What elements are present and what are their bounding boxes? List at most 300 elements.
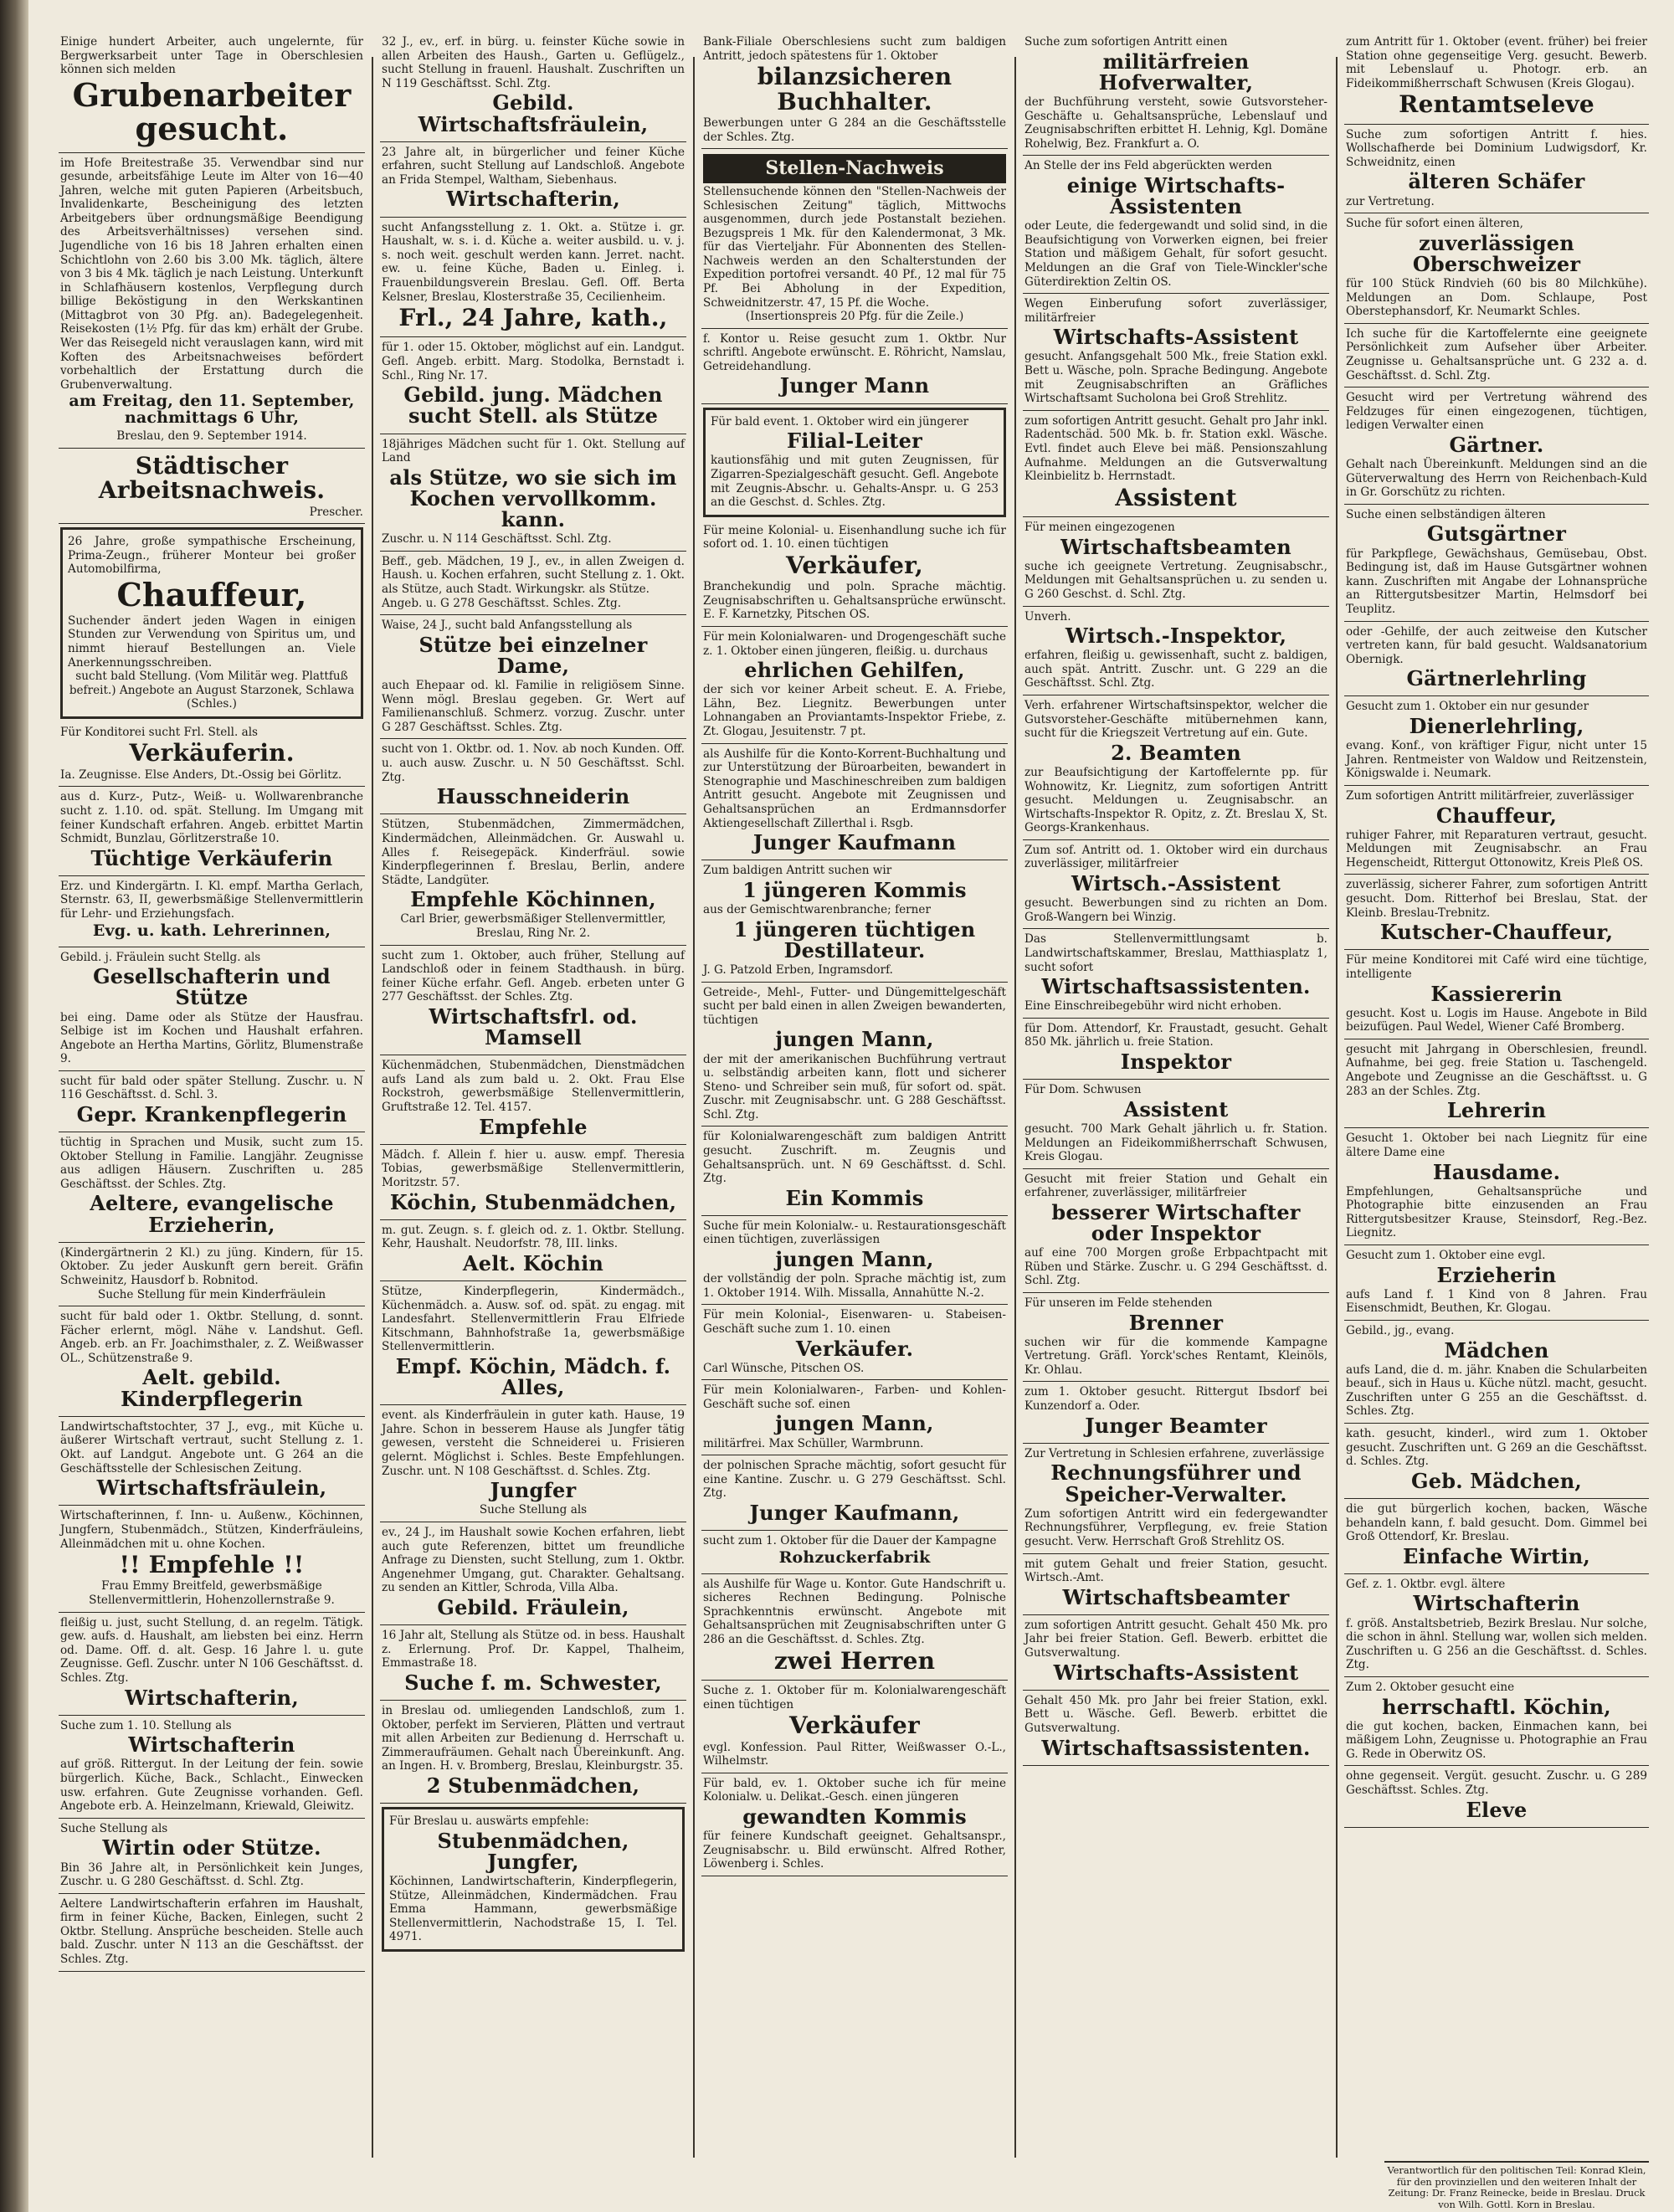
ad-body-text: Gesucht mit freier Station und Gehalt ein erfahrener, zuverlässiger, militärfreier [1024,1172,1327,1200]
ad-body-text: 32 J., ev., erf. in bürg. u. feinster Küche sowie in allen Arbeiten des Haush., Garten u. Geflügelz., sucht Stellung in frauenl. Haushalt. Zuschriften un N 119 Geschäftsst. Schl. Ztg. [382,35,685,90]
ad-body-text: im Hofe Breitestraße 35. Verwendbar sind nur gesunde, arbeitsfähige Leute im Alter von 16—40 Jahren, welche mit guten Papieren (Arbeitsbuch, Invalidenkarte, Bescheinigung des letzten Arbeitgebers über ordnungsmäßige Beendigung des Arbeitsverhältnisses) versehen sind. Jugendliche von 16 bis 18 Jahren erhalten einen Schichtlohn von 2.60 bis 3.00 Mk. täglich, ältere von 3 bis 4 Mk. täglich je nach Leistung. Unterkunft in Schlafhäusern kostenlos, Verpflegung durch billige Beköstigung in den Werkskantinen (Mittagbrot von 30 Pfg. an). Badegelegenheit. Reisekosten (1½ Pfg. für das km) erhält der Grube. Wer das Reisegeld nicht verauslagen kann, wird mit Koften des Arbeitsnachweises befördert vorbehaltlich der Erstattung durch die Grubenverwaltung. [60,156,363,392]
classified-ad [1023,1615,1329,1691]
ad-body-text: Für unseren im Felde stehenden [1024,1296,1213,1310]
ad-body-text: Küchenmädchen, Stubenmädchen, Dienstmädchen aufs Land als zum bald u. 2. Okt. Frau Else Rockstroh, gewerbsmäßige Stellenvermittlerin, Gruftstraße 12. Tel. 4157. [382,1059,685,1115]
ad-body-text: für 100 Stück Rindvieh (60 bis 80 Milchkühe). Meldungen an Dom. Schlaupe, Post Oberstephansdorf, Kr. Neumarkt Schles. [1346,277,1647,319]
ad-body-text: der sich vor keiner Arbeit scheut. E. A. Friebe, Lähn, Bez. Liegnitz. Bewerbungen unter Lohnangaben an Proviantamts-Inspektor Friebe, z. Zt. Glogau, Jesuitenstr. 7 pt. [703,683,1006,739]
classified-ad [380,1405,686,1522]
ad-body-text: Zum 2. Oktober gesucht eine [1346,1680,1515,1694]
ad-body-text: tüchtig in Sprachen und Musik, sucht zum 15. Oktober Stellung in Familie. Langjähr. Zeugnisse aus adligen Häusern. Zuschriften u. 285 Geschäftsst. der Schles. Ztg. [60,1136,363,1191]
classified-ad [1344,505,1649,622]
ad-body-text: fleißig u. just, sucht Stellung, d. an regelm. Tätigk. gew. aufs. d. Haushalt, am liebsten bei einz. Herrn od. Dame. Off. d. alt. Gesp. 16 Jahre l. u. gute Zeugnisse. Gefl. Zuschr. unter N 106 Geschäftsst. d. Schles. Ztg. [60,1615,363,1685]
ad-body-text: Ich suche für die Kartoffelernte eine geeignete Persönlichkeit zum Aufseher über Arbeiter. Zeugnisse u. Gehaltsansprüche unt. G 232 a. d. Geschäftsst. d. Schl. Ztg. [1346,326,1647,382]
classified-ad [1344,1424,1649,1499]
ad-headline: Kutscher-Chauffeur, [1379,920,1614,945]
classified-ad [382,1807,685,1952]
ad-headline: Wirtschafterin [1413,1591,1580,1616]
classified-ad [59,153,365,449]
ad-body-text: Für bald, ev. 1. Oktober suche ich für meine Kolonialw. u. Delikat.-Gesch. einen jüngeren [703,1776,1006,1804]
ad-headline: am Freitag, den 11. September, nachmittags 6 Uhr, [69,392,355,428]
ad-headline: Wirtschaftsassistenten. [1041,1735,1311,1760]
ad-body-text: zum Antritt für 1. Oktober (event. früher) bei freier Station ohne gegenseitige Verg. gesucht. Bewerb. mit Lebenslauf u. Photogr. erb. an Fideikommißherrschaft Schwusen (Kreis Glogau). [1346,35,1647,90]
ad-headline: Frl., 24 Jahre, kath., [398,304,668,332]
ad-headline: Rentamtseleve [1399,90,1594,119]
ad-headline: Filial-Leiter [787,429,922,454]
ad-body-text: Gehalt 450 Mk. pro Jahr bei freier Station, exkl. Bett u. Wäsche. Gefl. Bewerb. erbittet die Gutsverwaltung. [1024,1693,1327,1735]
ad-headline: Kassiererin [1430,981,1563,1006]
ad-headline: Wirtschafts-Assistent [1053,325,1299,350]
ad-body-text: Für Breslau u. auswärts empfehle: [389,1814,589,1829]
classified-ad [1344,622,1649,697]
classified-ad [380,552,686,615]
ad-headline: Gebild. Fräulein, [437,1594,629,1619]
ad-headline: Gesellschafterin und Stütze [93,964,331,1010]
ad-headline: jungen Mann, [775,1027,934,1052]
classified-ad [380,814,686,945]
classified-ad [1344,1039,1649,1129]
ad-headline: Mädchen [1444,1337,1549,1363]
ad-headline: einige Wirtschafts-Assistenten [1066,172,1286,219]
ad-body-text: Für Konditorei sucht Frl. Stell. als [60,725,259,739]
classified-ad [59,787,365,876]
ad-headline: Einfache Wirtin, [1403,1543,1590,1568]
ad-body-text: Gehalt nach Übereinkunft. Meldungen sind an die Güterverwaltung des Herrn von Reichenbach-Kuld in Gr. Gorschütz zu richten. [1346,458,1647,500]
ad-headline: Verkäufer, [786,551,923,579]
ad-headline: Empfehle [479,1114,588,1139]
classified-ad [701,1305,1008,1380]
ad-body-text: gesucht. Anfangsgehalt 500 Mk., freie Station exkl. Bett u. Wäsche, poln. Sprache Bedingung. Angebote mit Zeugnisabschriften an Gräfliches Wirtschaftsamt Sucholona bei Groß Strehlitz. [1024,350,1327,406]
ad-body-text: Eine Einschreibegebühr wird nicht erhoben. [1024,999,1282,1014]
ad-body-text: gesucht. Kost u. Logis im Hause. Angebote in Bild beizufügen. Paul Wedel, Wiener Café Bromberg. [1346,1006,1647,1034]
classified-ad [59,1132,365,1243]
ad-body-text: Einige hundert Arbeiter, auch ungelernte, für Bergwerksarbeit unter Tage in Oberschlesien können sich melden [60,35,363,77]
ad-headline: Suche f. m. Schwester, [404,1670,662,1695]
ad-body-text: Gef. z. 1. Oktbr. evgl. ältere [1346,1577,1506,1591]
classified-ad [380,337,686,434]
classified-ad [701,1531,1008,1574]
ad-body-text: zur Beaufsichtigung der Kartoffelernte pp. für Wohnowitz, Kr. Liegnitz, zum sofortigen Antritt gesucht. Meldungen u. Zeugnisabschr. an Wirtschafts-Inspektor R. Opitz, z. Zt. Breslau X, St. Georgs-Krankenhaus. [1024,765,1327,835]
ad-body-text: An Stelle der ins Feld abgerückten werden [1024,159,1272,173]
page-binding-edge [0,0,28,2212]
ad-body-text: Gesucht zum 1. Oktober eine evgl. [1346,1249,1546,1263]
classified-ad [59,32,365,153]
classified-ad [59,1613,365,1716]
ad-body-text: Aeltere Landwirtschafterin erfahren im Haushalt, firm in feiner Küche, Backen, Einlegen, sucht 2 Oktbr. Stellung. Ansprüche bescheiden. Stelle auch bald. Zuschr. unter N 113 an die Geschäftsst. der Schles. Ztg. [60,1896,363,1967]
ad-headline: Gebild. Wirtschaftsfräulein, [418,90,649,136]
ad-body-text: Suche Stellung als [60,1821,168,1835]
ad-body-text: event. als Kinderfräulein in guter kath. Hause, 19 Jahre. Schon in besserem Hause als Jungfer tätig gewesen, versteht die Schneiderei u. Frisieren gelernt. Möglichst i. Schles. Beste Empfehlungen. Zuschr. unt. N 108 Geschäftsst. d. Schles. Ztg. [382,1409,685,1478]
classified-ad [1023,1444,1329,1554]
ad-body-text: erfahren, fleißig u. gewissenhaft, sucht z. baldigen, auch spät. Antritt. Zuschr. unt. G 229 an die Geschäftsst. Schl. Ztg. [1024,649,1327,690]
ad-headline: Wirtsch.-Inspektor, [1065,624,1287,649]
classified-ad [1023,517,1329,607]
ad-body-text: zum sofortigen Antritt gesucht. Gehalt pro Jahr inkl. Radentschäd. 500 Mk. b. fr. Station exkl. Wäsche. Evtl. findet auch Eleve bei mäß. Pensionszahlung Aufnahme. Meldungen an die Gutsverwaltung Kleinbielitz b. Herrnstadt. [1024,413,1327,484]
ad-body-text: der Buchführung versteht, sowie Gutsvorsteher-Geschäfte u. Gehaltsansprüche, Lebenslauf und Zeugnisabschriften erbittet H. Lehnig, Kgl. Domäne Rohelwig, Bez. Frankfurt a. O. [1024,95,1327,151]
ad-body-text: Zum sof. Antritt od. 1. Oktober wird ein durchaus zuverlässiger, militärfreier [1024,843,1327,871]
ad-body-text: mit gutem Gehalt und freier Station, gesucht. Wirtsch.-Amt. [1024,1557,1327,1585]
ad-body-text: Gesucht wird per Vertretung während des Feldzuges für einen eingezogenen, tüchtigen, ledigen Verwalter einen [1346,391,1647,433]
ad-headline: militärfreien Hofverwalter, [1098,49,1254,95]
ad-body-text: Stütze, Kinderpflegerin, Kindermädch., Küchenmädch. a. Ausw. sof. od. spät. zu engag. mit Landesfahrt. Stellenvermittlerin Frau Elfriede Kitschmann, Bahnhofstraße 1a, gewerbsmäßige Stellenvermittlerin. [382,1285,685,1354]
ad-body-text: Ia. Zeugnisse. Else Anders, Dt.-Ossig bei Görlitz. [60,767,342,782]
classified-columns [59,32,1649,2158]
imprint-footer: Verantwortlich für den politischen Teil: Konrad Klein, für den provinziellen und den weiteren Inhalt der Zeitung: Dr. Franz Reinecke, beide in Breslau. Druck von Wilh. Gottl. Korn in Breslau. [1384,2161,1649,2211]
classified-ad [1344,1574,1649,1677]
ad-body-text: aufs Land f. 1 Kind von 8 Jahren. Frau Eisenschmidt, Beuthen, Kr. Glogau. [1346,1287,1647,1316]
ad-body-text: für feinere Kundschaft geeignet. Gehaltsanspr., Zeugnisabschr. u. Bild erwünscht. Alfred Rother, Löwenberg i. Schles. [703,1830,1006,1871]
ad-headline: Gärtner. [1449,432,1544,457]
ad-centered-text: sucht bald Stellung. (Vom Militär weg. Plattfuß befreit.) Angebote an August Starzonek, Schlawa (Schles.) [69,670,355,711]
ad-body-text: evang. Konf., von kräftiger Figur, nicht unter 15 Jahren. Rentmeister von Waldow und Reitzenstein, Königswalde i. Neumark. [1346,739,1647,781]
classified-ad [1344,32,1649,125]
ad-headline: Rohzuckerfabrik [778,1547,931,1567]
ad-headline: Wirtschafterin, [446,187,620,212]
classified-ad [1023,929,1329,1019]
ad-body-text: Waise, 24 J., sucht bald Anfangsstellung als [382,618,633,633]
classified-ad [1023,1169,1329,1293]
classified-ad [1344,1499,1649,1574]
column-rule [1014,57,1016,2158]
classified-ad [701,1681,1008,1773]
ad-headline: Gebild. jung. Mädchen sucht Stell. als Stütze [403,382,663,429]
ad-body-text: Bank-Filiale Oberschlesiens sucht zum baldigen Antritt, jedoch spätestens für 1. Oktober [703,35,1006,63]
classified-ad [701,1455,1008,1531]
ad-headline: Assistent [1123,1096,1229,1121]
ad-body-text: der polnischen Sprache mächtig, sofort gesucht für eine Kantine. Zuschr. u. G 279 Geschäftsst. Schl. Ztg. [703,1459,1006,1501]
ad-body-text: aus d. Kurz-, Putz-, Weiß- u. Wollwarenbranche sucht z. 1.10. od. spät. Stellung. Im Umgang mit feiner Kundschaft erfahren. Angeb. erbittet Martin Schmidt, Bunzlau, Görlitzerstraße 10. [60,790,363,846]
classified-ad [1344,1677,1649,1767]
ad-headline: besserer Wirtschafter oder Inspektor [1051,1199,1301,1246]
classified-ad [59,1819,365,1894]
ad-headline: Köchin, Stubenmädchen, [389,1189,677,1214]
classified-ad [59,1417,365,1506]
ad-headline: Aelt. gebild. Kinderpflegerin [121,1365,303,1411]
classified-ad [1344,213,1649,324]
classified-ad [701,627,1008,744]
column-rule [372,57,373,2158]
ad-body-text: Suche für sofort einen älteren, [1346,217,1523,231]
ad-body-text: für Dom. Attendorf, Kr. Fraustadt, gesucht. Gehalt 850 Mk. jährlich u. freie Station. [1024,1021,1327,1050]
ad-body-text: sucht für bald oder später Stellung. Zuschr. u. N 116 Geschäftsst. d. Schl. 3. [60,1074,363,1102]
ad-body-text: auf größ. Rittergut. In der Leitung der fein. sowie bürgerlich. Küche, Back., Schlacht., Einwecken usw. erfahren. Gute Zeugnisse vorhanden. Gefl. Angebote erb. A. Heinzelmann, Kriewald, Gleiwitz. [60,1758,363,1814]
ad-body-text: in Breslau od. umliegenden Landschloß, zum 1. Oktober, perfekt im Servieren, Plätten und vertraut mit allen Arbeiten zur Bedienung d. Herrschaft u. Zimmeraufräumen. Gehalt nach Übereinkunft. Ang. an Ingen. H. v. Bromberg, Breslau, Kleinburgstr. 35. [382,1703,685,1773]
ad-headline: Städtischer Arbeitsnachweis. [98,451,326,505]
ad-body-text: suchen wir für die kommende Kampagne Vertretung. Gräfl. Yorck'sches Rentamt, Kleinöls, Kr. Ohlau. [1024,1335,1327,1377]
classified-ad [1023,695,1329,840]
ad-body-text: oder -Gehilfe, der auch zeitweise den Kutscher vertreten kann, für bald gesucht. Waldsanatorium Obernigk. [1346,624,1647,666]
column-4 [1023,32,1329,2158]
column-rule [1336,57,1338,2158]
ad-headline: Aeltere, evangelische Erzieherin, [90,1191,334,1237]
ad-body-text: Angeb. u. G 278 Geschäftsst. Schles. Ztg. [382,596,622,610]
ad-headline: Lehrerin [1446,1098,1547,1123]
ad-headline: !! Empfehle !! [119,1551,305,1579]
ad-body-text: Gesucht zum 1. Oktober ein nur gesunder [1346,700,1589,714]
ad-body-text: 23 Jahre alt, in bürgerlicher und feiner Küche erfahren, sucht Stellung auf Landschloß. Angebote an Frida Stempel, Waltham, Siebenhaus. [382,145,685,187]
ad-headline: Wirtschaftsbeamter [1062,1584,1290,1609]
ad-headline: Jungfer [490,1478,577,1503]
ad-body-text: auch Ehepaar od. kl. Familie in religiösem Sinne. Wenn mögl. Breslau gegeben. Gr. Wert auf Familienanschluß. Schmerz. vorzug. Zuschr. unter G 287 Geschäftsst. Schles. Ztg. [382,679,685,734]
ad-body-text: Suche zum sofortigen Antritt f. hies. Wollschafherde bei Dominium Ludwigsdorf, Kr. Schweidnitz, einen [1346,127,1647,169]
classified-ad [701,149,1008,329]
ad-body-text: Gesucht 1. Oktober bei nach Liegnitz für eine ältere Dame eine [1346,1132,1647,1159]
ad-body-text: militärfrei. Max Schüller, Warmbrunn. [703,1436,924,1450]
ad-headline: Chauffeur, [116,575,307,613]
ad-headline: Gutsgärtner [1426,521,1567,547]
ad-body-text: Für mein Kolonialwaren-, Farben- und Kohlen-Geschäft suche sof. einen [703,1383,1006,1411]
classified-ad [59,1306,365,1417]
ad-centered-text: Breslau, den 9. September 1914. [116,429,307,444]
classified-ad [701,1380,1008,1455]
column-5 [1344,32,1649,2158]
ad-body-text: sucht für bald oder 1. Oktbr. Stellung, d. sonnt. Fächer erlernt, mögl. Nähe v. Landshut. Gefl. Angeb. erb. an Fr. Joachimsthaler, z. Z. Weißwasser OL., Schützenstraße 9. [60,1310,363,1365]
ad-headline: Gepr. Krankenpflegerin [76,1101,347,1127]
classified-ad [703,408,1006,517]
ad-headline: jungen Mann, [775,1247,934,1272]
classified-ad [1023,1293,1329,1383]
ad-body-text: Suche für mein Kolonialw.- u. Restaurationsgeschäft einen tüchtigen, zuverlässigen [703,1219,1006,1247]
column-1 [59,32,365,2158]
ad-body-text: als Aushilfe für Wage u. Kontor. Gute Handschrift u. sicheres Rechnen Bedingung. Polnische Sprachkenntnis erwünscht. Angebote mit Gehaltsansprüchen mit Zeugnisabschriften unter G 286 an die Geschäftsst. d. Schles. Ztg. [703,1577,1006,1646]
ad-body-text: evgl. Konfession. Paul Ritter, Weißwasser O.-L., Wilhelmstr. [703,1740,1006,1768]
ad-headline: Junger Beamter [1085,1413,1267,1438]
ad-body-text: (Kindergärtnerin 2 Kl.) zu jüng. Kindern, für 15. Oktober. Zu jeder Auskunft gern bereit. Gräfin Schweinitz, Hausdorf b. Robnitod. [60,1245,363,1287]
ad-headline: 1 jüngeren tüchtigen Destillateur. [733,916,976,962]
ad-headline: Geb. Mädchen, [1411,1468,1582,1493]
ad-body-text: Zuschr. u. N 114 Geschäftsst. Schl. Ztg. [382,532,612,547]
ad-headline: Wirtschaftsfrl. od. Mamsell [429,1003,638,1050]
ad-body-text: Carl Wünsche, Pitschen OS. [703,1361,865,1375]
ad-body-text: f. Kontor u. Reise gesucht zum 1. Oktbr. Nur schriftl. Angebote erwünscht. E. Röhricht, Namslau, Getreidehandlung. [703,331,1006,373]
ad-headline: Junger Mann [779,373,930,398]
ad-body-text: Für meine Kolonial- u. Eisenhandlung suche ich für sofort od. 1. 10. einen tüchtigen [703,523,1006,552]
classified-ad [701,1216,1008,1306]
classified-ad [380,739,686,814]
ad-body-text: f. größ. Anstaltsbetrieb, Bezirk Breslau. Nur solche, die schon in ähnl. Stellung war, wollen sich melden. Zuschriften u. G 256 an die Geschäftsst. d. Schles. Ztg. [1346,1616,1647,1672]
classified-ad [380,1281,686,1405]
ad-headline: Aelt. Köchin [462,1250,604,1275]
ad-body-text: zuverlässig, sicherer Fahrer, zum sofortigen Antritt gesucht. Dom. Ritterhof bei Breslau, Stat. der Kleinb. Breslau-Trebnitz. [1346,878,1647,920]
classified-ad [1023,1554,1329,1615]
classified-ad [59,1506,365,1612]
ad-headline: Brenner [1128,1310,1224,1335]
classified-ad [59,1071,365,1132]
ad-body-text: Für bald event. 1. Oktober wird ein jüngerer [711,414,969,429]
ad-body-text: Suche zum 1. 10. Stellung als [60,1718,232,1732]
ad-headline: Wirtschaftsfräulein, [96,1476,327,1501]
classified-ad [380,1145,686,1220]
classified-ad [1023,32,1329,156]
ad-centered-text: Frau Emmy Breitfeld, gewerbsmäßige Stellenvermittlerin, Hohenzollernstraße 9. [89,1579,335,1608]
ad-body-text: 16 Jahr alt, Stellung als Stütze od. in bess. Haushalt z. Erlernung. Prof. Dr. Kappel, Thalheim, Emmastraße 18. [382,1629,685,1671]
classified-ad [380,946,686,1056]
ad-body-text: zum sofortigen Antritt gesucht. Gehalt 450 Mk. pro Jahr bei freier Station. Gefl. Bewerb. erbittet die Gutsverwaltung. [1024,1618,1327,1660]
ad-body-text: die gut bürgerlich kochen, backen, Wäsche behandeln kann, f. bald gesucht. Dom. Gimmel bei Groß Ottendorf, Kr. Breslau. [1346,1501,1647,1544]
ad-signature: Prescher. [309,505,363,519]
ad-body-text: Suchender ändert jeden Wagen in einigen Stunden zur Verwendung von Spiritus um, und nimmt hierauf Bestellungen an. Viele Anerkennungsschreiben. [68,613,356,670]
ad-headline: Wirtschaftsbeamten [1060,534,1291,559]
ad-headline: Empf. Köchin, Mädch. f. Alles, [395,1353,671,1400]
ad-centered-text: (Insertionspreis 20 Pfg. für die Zeile.) [745,310,964,324]
classified-ad [380,615,686,739]
ad-body-text: ohne gegenseit. Vergüt. gesucht. Zuschr. u. G 289 Geschäftsst. Schles. Ztg. [1346,1769,1647,1798]
ad-body-text: Für Dom. Schwusen [1024,1083,1142,1097]
ad-body-text: zur Vertretung. [1346,194,1435,208]
ad-body-text: Suche einen selbständigen älteren [1346,507,1546,521]
classified-ad [380,434,686,552]
ad-body-text: kath. gesucht, kinderl., wird zum 1. Oktober gesucht. Zuschriften unt. G 269 an die Geschäftsst. d. Schles. Ztg. [1346,1427,1647,1469]
classified-ad [701,1574,1008,1681]
ad-headline: Wirtschafts-Assistent [1053,1660,1299,1685]
classified-ad [380,1220,686,1281]
ad-body-text: bei eing. Dame oder als Stütze der Hausfrau. Selbige ist im Kochen und Haushalt erfahren. Angebote an Hertha Martins, Görlitz, Blumenstraße 9. [60,1010,363,1066]
classified-ad [1023,1691,1329,1766]
ad-body-text: für Parkpflege, Gewächshaus, Gemüsebau, Obst. Bedingung ist, daß im Hause Gutsgärtner wohnen kann. Zuschriften mit Angabe der Lohnansprüche an Rittergutsbesitzer Martin, Helmsdorf bei Teuplitz. [1346,547,1647,616]
ad-body-text: der mit der amerikanischen Buchführung vertraut u. selbständig arbeiten kann, flott und sicherer Steno- und Schreiber sein muß, für sofort od. spät. Zuschr. mit Zeugnisabschr. unt. G 288 Geschäftsst. Schl. Ztg. [703,1052,1006,1121]
ad-body-text: sucht von 1. Oktbr. od. 1. Nov. ab noch Kunden. Off. u. auch ausw. Zuschr. u. N 50 Geschäftsst. Schl. Ztg. [382,742,685,784]
classified-ad [59,876,365,947]
section-header-inverted: Stellen-Nachweis [703,154,1006,183]
ad-body-text: ruhiger Fahrer, mit Reparaturen vertraut, gesucht. Meldungen mit Zeugnisabschr. an Frau Hegenscheidt, Rittergut Ottonowitz, Kreis Pleß OS. [1346,828,1647,870]
ad-headline: Hausschneiderin [436,784,630,809]
ad-headline: Evg. u. kath. Lehrerinnen, [92,921,331,940]
ad-headline: Wirtin oder Stütze. [102,1835,321,1860]
ad-body-text: für 1. oder 15. Oktober, möglichst auf ein. Landgut. Gefl. Angeb. erbitt. Marg. Stodolka, Bernstadt i. Schl., Ring Nr. 17. [382,341,685,382]
classified-ad [1344,125,1649,214]
ad-body-text: die gut kochen, backen, Einmachen kann, bei mäßigem Lohn, Zeugnisse u. Photographie an Frau G. Rede in Oberwitz OS. [1346,1719,1647,1761]
classified-ad [1023,840,1329,930]
ad-headline: Wirtschaftsassistenten. [1041,974,1311,999]
classified-ad [701,329,1008,404]
ad-headline: Tüchtige Verkäuferin [90,845,333,870]
ad-body-text: sucht zum 1. Oktober, auch früher, Stellung auf Landschloß oder in feinem Stadthaush. in bürg. feiner Küche erfahr. Gefl. Angeb. erbeten unter G 277 Geschäftsst. der Schles. Ztg. [382,948,685,1004]
classified-ad [1344,1128,1649,1245]
ad-body-text: ev., 24 J., im Haushalt sowie Kochen erfahren, liebt auch gute Referenzen, bittet um freundliche Anfrage zu Diensten, sucht Stellung, zum 1. Oktbr. Angenehmer Umgang, gut. Charakter. Gehaltsang. zu senden an Kittler, Schroda, Villa Alba. [382,1525,685,1595]
ad-body-text: sucht zum 1. Oktober für die Dauer der Kampagne [703,1534,997,1548]
ad-body-text: Zur Vertretung in Schlesien erfahrene, zuverlässige [1024,1446,1325,1460]
ad-body-text: 26 Jahre, große sympathische Erscheinung, Prima-Zeugn., früherer Monteur bei großer Automobilfirma, [68,535,356,577]
classified-ad [380,1625,686,1701]
ad-body-text: Für meinen eingezogenen [1024,521,1175,535]
ad-headline: Stütze bei einzelner Dame, [418,632,648,678]
ad-headline: Inspektor [1120,1050,1232,1075]
ad-headline: gewandten Kommis [742,1804,967,1829]
classified-ad [59,449,365,524]
ad-headline: zwei Herren [773,1646,936,1675]
classified-ad [59,1716,365,1819]
ad-body-text: gesucht. 700 Mark Gehalt jährlich u. fr. Station. Meldungen an Fideikommißherrschaft Schwusen, Kreis Glogau. [1024,1121,1327,1164]
ad-body-text: Branchekundig und poln. Sprache mächtig. Zeugnisabschriften u. Gehaltsansprüche erwünscht. E. F. Karnetzky, Pitschen OS. [703,580,1006,622]
ad-headline: Verkäufer [788,1712,921,1740]
classified-ad [1023,607,1329,696]
ad-body-text: Wirtschafterinnen, f. Inn- u. Außenw., Köchinnen, Jungfern, Stubenmädch., Stützen, Kinderfräuleins, Alleinmädchen mit u. ohne Kochen. [60,1509,363,1551]
classified-ad [701,983,1008,1127]
ad-headline: Ein Kommis [785,1185,924,1210]
ad-body-text: J. G. Patzold Erben, Ingramsdorf. [703,963,893,978]
ad-body-text: Zum sofortigen Antritt wird ein federgewandter Rechnungsführer, Verpflegung, ev. freie Station gesucht. Verw. Herrschaft Groß Strehlitz OS. [1024,1506,1327,1548]
ad-headline: Chauffeur, [1435,803,1558,828]
classified-ad [60,527,363,719]
ad-headline: ehrlichen Gehilfen, [744,658,965,683]
classified-ad [1344,1321,1649,1424]
ad-body-text: Mädch. f. Allein f. hier u. ausw. empf. Theresia Tobias, gewerbsmäßige Stellenvermittlerin, Moritzstr. 57. [382,1147,685,1189]
ad-centered-text: Suche Stellung für mein Kinderfräulein [97,1287,326,1301]
classified-ad [1344,786,1649,875]
ad-body-text: Köchinnen, Landwirtschafterin, Kinderpflegerin, Stütze, Alleinmädchen, Kindermädchen. Frau Emma Hammann, gewerbsmäßige Stellenvermittlerin, Nachodstraße 15, I. Tel. 4971. [389,1875,677,1944]
classified-ad [59,1243,365,1306]
ad-headline: 1 jüngeren Kommis [742,877,967,902]
ad-headline: Wirtschafterin, [125,1685,299,1710]
classified-ad [1344,387,1649,505]
ad-headline: Junger Kaufmann [752,830,957,855]
ad-body-text: zum 1. Oktober gesucht. Rittergut Ibsdorf bei Kunzendorf a. Oder. [1024,1385,1327,1414]
classified-ad [1344,696,1649,786]
classified-ad [59,947,365,1071]
ad-headline: Wirtsch.-Assistent [1071,871,1281,896]
ad-body-text: Beff., geb. Mädchen, 19 J., ev., in allen Zweigen d. Haush. u. Kochen erfahren, sucht Stellung z. 1. Okt. als Stütze, auch Stadt. Wirkungskr. als Stütze. [382,554,685,597]
ad-headline: zuverlässigen Oberschweizer [1412,230,1581,276]
ad-body-text: m. gut. Zeugn. s. f. gleich od. z. 1. Oktbr. Stellung. Kehr, Haushalt. Neudorfstr. 78, III. links. [382,1223,685,1251]
ad-headline: jungen Mann, [775,1411,934,1436]
classified-ad [1344,875,1649,950]
classified-ad [1023,1019,1329,1080]
ad-body-text: Landwirtschaftstochter, 37 J., evg., mit Küche u. äußerer Wirtschaft vertraut, sucht Stellung z. 1. Okt. auf Landgut. Angebote unt. G 264 an die Geschäftsstelle der Schlesischen Zeitung. [60,1419,363,1476]
classified-ad [1344,950,1649,1039]
classified-ad [1023,1382,1329,1443]
ad-body-text: 18jähriges Mädchen sucht für 1. Okt. Stellung auf Land [382,437,685,465]
ad-body-text: Verh. erfahrener Wirtschaftsinspektor, welcher die Gutsvorsteher-Geschäfte mitübernehmen kann, sucht für die Kriegszeit Vertretung auf ein. Gute. [1024,699,1327,741]
ad-headline: Erzieherin [1436,1262,1557,1287]
ad-body-text: aus der Gemischtwarenbranche; ferner [703,903,931,917]
classified-ad [380,32,686,142]
ad-body-text: Das Stellenvermittlungsamt b. Landwirtschaftskammer, Breslau, Matthiasplatz 1, sucht sofort [1024,932,1327,974]
ad-headline: Eleve [1466,1797,1528,1822]
ad-headline: Hausdame. [1432,1159,1561,1184]
ad-body-text: Gebild. j. Fräulein sucht Stellg. als [60,950,261,964]
ad-headline: Grubenarbeiter gesucht. [72,75,352,147]
ad-body-text: für Kolonialwarengeschäft zum baldigen Antritt gesucht. Zuschrift. m. Zeugnis und Gehaltsansprüch. unt. N 69 Geschäftsst. d. Schl. Ztg. [703,1130,1006,1186]
ad-body-text: Unverh. [1024,609,1071,624]
ad-headline: 2. Beamten [1111,740,1241,765]
ad-body-text: Wegen Einberufung sofort zuverlässiger, militärfreier [1024,297,1327,325]
ad-headline: Junger Kaufmann, [749,1500,960,1525]
classified-ad [1344,324,1649,387]
classified-ad [380,218,686,338]
classified-ad [1023,156,1329,294]
ad-body-text: aufs Land, die d. m. jähr. Knaben die Schularbeiten beauf., sich in Haus u. Küche nützl. macht, gesucht. Zuschriften unter G 255 an die Geschäftsst. d. Schles. Ztg. [1346,1363,1647,1419]
classified-ad [701,860,1008,982]
ad-body-text: suche ich geeignete Vertretung. Zeugnisabschr., Meldungen mit Gehaltsansprüchen u. zu senden u. G 260 Geschst. d. Schl. Ztg. [1024,559,1327,601]
classified-ad [380,1522,686,1625]
ad-body-text: sucht Anfangsstellung z. 1. Okt. a. Stütze i. gr. Haushalt, w. s. i. d. Küche a. weiter ausbild. u. v. j. s. noch weit. geschult werden kann. Jerret. nacht. ew. u. feine Küche, Baden u. Einleg. i. Frauenbildungsverein Breslau. Gefl. Off. Berta Kelsner, Breslau, Klosterstraße 35, Cecilienheim. [382,220,685,304]
ad-headline: Empfehle Köchinnen, [410,887,656,912]
classified-ad [1344,1245,1649,1321]
classified-ad [59,1894,365,1972]
column-3 [701,32,1008,2158]
ad-headline: Rechnungsführer und Speicher-Verwalter. [1050,1460,1302,1506]
ad-body-text: Erz. und Kindergärtn. I. Kl. empf. Martha Gerlach, Sternstr. 63, II, gewerbsmäßige Stellenvermittlerin für Lehr- und Erziehungsfach. [60,879,363,921]
ad-body-text: Stützen, Stubenmädchen, Zimmermädchen, Kindermädchen, Alleinmädchen. Gr. Auswahl u. Alles f. Reisegepäck. Kinderfräul. sowie Kinderpflegerinnen f. Breslau, Berlin, andere Städte, Landgüter. [382,818,685,887]
ad-headline: bilanzsicheren Buchhalter. [757,63,953,115]
classified-ad [701,32,1008,149]
classified-ad [380,1701,686,1804]
ad-headline: Verkäuferin. [129,739,295,767]
ad-body-text: Bin 36 Jahre alt, in Persönlichkeit kein Junges, Zuschr. u. G 280 Geschäftsst. d. Schl. Ztg. [60,1860,363,1889]
column-rule [693,57,695,2158]
ad-body-text: Für mein Kolonialwaren- und Drogengeschäft suche z. 1. Oktober einen jüngeren, fleißig. u. durchaus [703,629,1006,658]
ad-centered-text: Suche Stellung als [479,1503,588,1517]
classified-ad [1344,1766,1649,1827]
